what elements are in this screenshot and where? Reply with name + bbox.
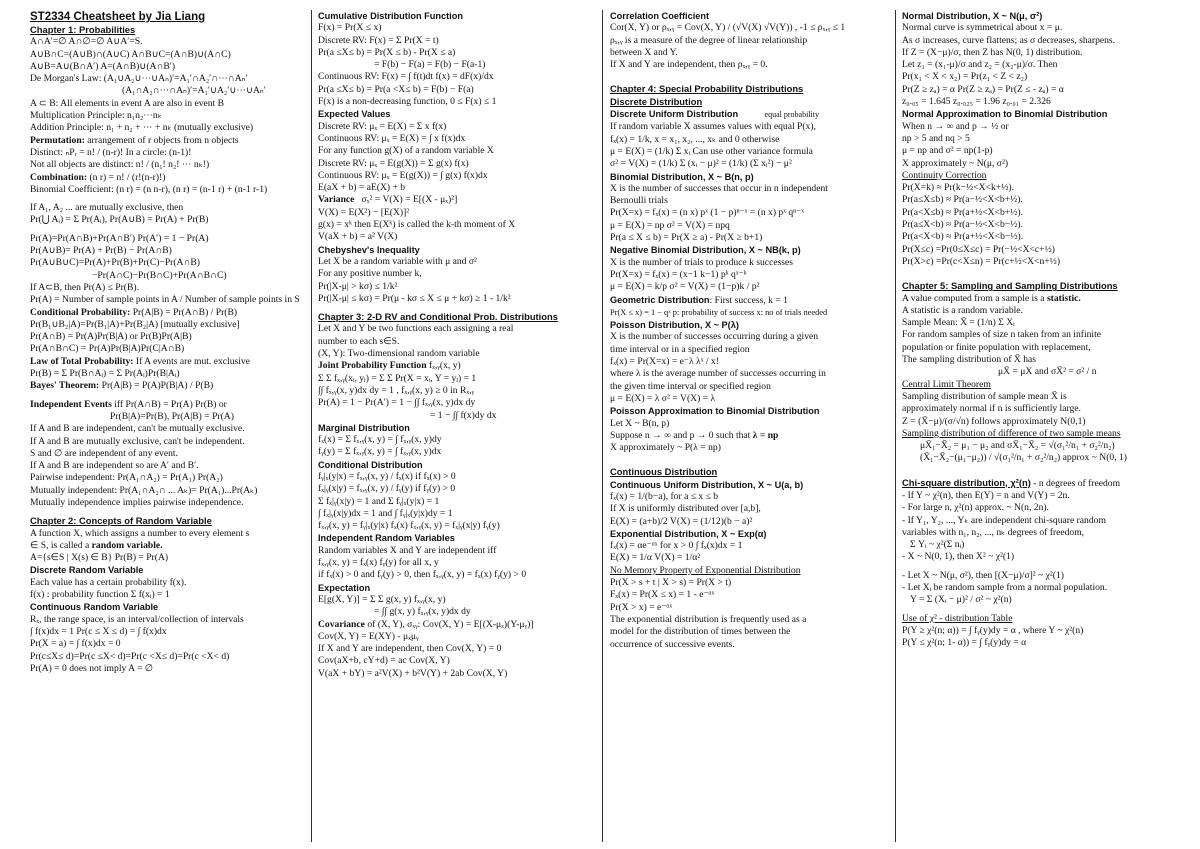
term-chi-square: Chi-square distribution, χ²(n) [902,476,1031,488]
section-heading: Normal Distribution, X ~ N(μ, σ²) [902,11,1043,21]
term-text: iff Pr(A∩B) = Pr(A) Pr(B) or [114,398,227,410]
formula-line: Pr(A∩B) = Pr(A)Pr(B|A) or Pr(B)Pr(A|B) [30,331,192,343]
formula-line: Y = Σ (Xᵢ − μ)² / σ² ~ χ²(n) [910,594,1012,606]
formula-line: If random variable X assumes values with equal P(x), [610,121,816,133]
column-3 [606,10,896,842]
term-statistic: statistic. [1046,292,1081,304]
formula-line: Z = (X̄−μ)/(σ/√n) follows approximately N(0,1) [902,415,1086,427]
formula-line: μ = E(X) = np σ² = V(X) = npq [610,219,730,231]
section-heading: Binomial Distribution, X ~ B(n, p) [610,171,754,182]
formula-line: = F(b) − F(a) = F(b) − F(a-1) [374,59,486,71]
formula-line: μ = E(X) = (1/k) Σ xᵢ Can use other variance formula [610,145,813,157]
formula-line: E(X) = (a+b)/2 V(X) = (1/12)(b − a)² [610,515,753,527]
formula-line: fₓ(x) = Σ fₓ,ᵧ(x, y) = ∫ fₓ,ᵧ(x, y)dy [318,434,442,446]
formula-line: Pr(A) = 0 does not imply A = ∅ [30,662,154,674]
formula-line: = 1 − ∫∫ f(x)dy dx [430,409,497,421]
formula-line: Let X and Y be two functions each assigning a real [318,323,514,335]
formula-line: Normal curve is symmetrical about x = μ. [902,22,1063,34]
formula-line: Pr(a<X≤b) ≈ Pr(a+½<X<b+½). [902,206,1023,218]
column-2 [314,10,600,842]
section-heading: Discrete Random Variable [30,565,144,576]
formula-line: μ = E(X) = k/p σ² = V(X) = (1−p)k / p² [610,281,760,293]
formula-line: Mutually independence implies pairwise independence. [30,496,244,508]
formula-line: Discrete RV: F(x) = Σ Pr(X = t) [318,34,439,46]
formula-line: Let X be a random variable with μ and σ² [318,255,477,267]
formula-line [30,307,308,319]
formula-line: Continuous RV: μₓ = E(X) = ∫ x f(x)dx [318,132,466,144]
term-text: σₓ² = V(X) = E[(X - μₓ)²] [361,194,458,206]
formula-line: Pr(a ≤X≤ b) = Pr(a <X≤ b) = F(b) − F(a) [318,83,474,95]
formula-line: X approximately ~ N(μ, σ²) [902,157,1009,169]
formula-line: f(x) : probability function Σ f(xᵢ) = 1 [30,589,170,601]
formula-line [902,477,1184,490]
column-divider [602,10,603,842]
formula-line [30,380,308,392]
formula-line: σ² = V(X) = (1/k) Σ (xᵢ − μ)² = (1/k) (Σ xᵢ²) − μ² [610,158,792,170]
term-covariance: Covariance [318,618,365,630]
formula-line: - For large n, χ²(n) approx. ~ N(n, 2n). [902,502,1049,514]
term-text: fₓ,ᵧ(x, y) [428,360,461,372]
formula-line: - If Y ~ χ²(n), then E(Y) = n and V(Y) = 2n. [902,489,1070,501]
formula-line: V(aX + bY) = a²V(X) + b²V(Y) + 2ab Cov(X, Y) [318,667,508,679]
formula-line: A={s∈S | X(s) ∈ B} Pr(B) = Pr(A) [30,552,169,564]
term-conditional-probability: Conditional Probability: [30,306,131,318]
formula-line: Continuous RV: μₓ = E(g(X)) = ∫ g(x) f(x)dx [318,169,488,181]
formula-line: Let z₁ = (x₁-μ)/σ and z₂ = (x₂-μ)/σ. Then [902,59,1058,71]
formula-line: Sample Mean: X̄ = (1/n) Σ Xᵢ [902,317,1015,329]
formula-line: fₓ(x) = Pr(X=x) = e⁻λ λˣ / x! [610,356,719,368]
term-law-total-probability: Law of Total Probability: [30,355,134,367]
term-discrete-uniform: Discrete Uniform Distribution [610,109,739,120]
chapter-1-heading: Chapter 1: Probabilities [30,24,136,35]
formula-line: A∪B=A∪(B∩A′) A=(A∩B)∪(A∩B′) [30,60,176,72]
term-text: Suppose n → ∞ and p → 0 such that [610,429,751,441]
formula-line: A∪B∩C=(A∪B)∩(A∪C) A∩B∪C=(A∩B)∪(A∩C) [30,48,231,60]
section-heading: Poisson Distribution, X ~ P(λ) [610,320,739,331]
formula-line [30,540,308,552]
formula-line: As σ increases, curve flattens; as σ decreases, sharpens. [902,34,1116,46]
formula-line: Pr(⋃ Aᵢ) = Σ Pr(Aᵢ), Pr(A∪B) = Pr(A) + Pr(B) [30,214,209,226]
term-text: If A events are mut. exclusive [135,355,250,367]
formula-line: F(x) is a non-decreasing function, 0 ≤ F(x) ≤ 1 [318,96,497,108]
formula-line: ρₓ,ᵧ is a measure of the degree of linear relationship [610,34,808,46]
formula-line: Pr(|X-μ| ≤ kσ) = Pr(μ - kσ ≤ X ≤ μ + kσ) ≥ 1 - 1/k² [318,292,511,304]
section-heading: Independent Random Variables [318,533,455,544]
section-heading: Normal Approximation to Binomial Distribution [902,109,1108,120]
term-text: ∈ S, is called a [30,539,90,551]
formula-line: the given time interval or specified region [610,380,771,392]
formula-line: De Morgan's Law: (A₁∪A₂∪⋯∪Aₙ)′=A₁′∩A₂′∩⋯∩Aₙ′ [30,73,248,85]
formula-line: If X is uniformly distributed over [a,b], [610,503,761,515]
formula-line: Random variables X and Y are independent iff [318,544,497,556]
formula-line: If A⊂B, then Pr(A) ≤ Pr(B). [30,281,139,293]
formula-line: Each value has a certain probability f(x). [30,576,187,588]
sheet-title: ST2334 Cheatsheet by Jia Liang [30,11,206,23]
formula-line: If Z = (X−μ)/σ, then Z has N(0, 1) distribution. [902,46,1083,58]
formula-line: Pr(X=x) = fₓ(x) = (n x) pˣ (1 − p)ⁿ⁻ˣ = (n x) pˣ qⁿ⁻ˣ [610,207,805,219]
section-heading: Discrete Distribution [610,95,703,107]
formula-line [30,399,308,411]
formula-line [610,108,892,121]
term-independent-events: Independent Events [30,398,112,410]
formula-line: Pairwise independent: Pr(A₁∩A₂) = Pr(A₁) Pr(A₂) [30,472,223,484]
formula-line: ∫∫ fₓ,ᵧ(x, y)dx dy = 1 , fₓ,ᵧ(x, y) ≥ 0 in Rₓ,ᵧ [318,384,475,396]
formula-line: V(X) = E(X²) − [E(X)]² [318,206,410,218]
formula-line: occurrence of successive events. [610,638,735,650]
section-heading: Expectation [318,582,371,593]
formula-line: Pr(X=x) = fₓ(x) = (x−1 k−1) pᵏ qˣ⁻ᵏ [610,268,747,280]
formula-line: Σ Yᵢ ~ χ²(Σ nᵢ) [910,539,965,551]
formula-line: Σ Σ fₓ,ᵧ(xᵢ, yⱼ) = Σ Σ Pr(X = xᵢ, Y = yⱼ) = 1 [318,372,477,384]
formula-line: Pr(a ≤X≤ b) = Pr(X ≤ b) - Pr(X ≤ a) [318,46,456,58]
formula-line: between X and Y. [610,46,678,58]
formula-line [318,194,596,206]
section-heading: Continuous Distribution [610,466,718,478]
formula-line: Pr(B₁∪B₂|A)=Pr(B₁|A)+Pr(B₂|A) [mutually exclusive] [30,318,240,330]
formula-line: Fₓ(x) = Pr(X ≤ x) = 1 - e⁻ᵅˣ [610,589,715,601]
formula-line [318,619,596,631]
formula-line: Bernoulli trials [610,195,668,207]
formula-line: Continuity Correction [902,169,987,181]
formula-line: Binomial Coefficient: (n r) = (n n-r), (n r) = (n-1 r) + (n-1 r-1) [30,183,268,195]
formula-line [318,360,596,372]
formula-line: Σ fₓ|ᵧ(x|y) = 1 and Σ fᵧ|ₓ(y|x) = 1 [318,495,440,507]
term-text: arrangement of r objects from n objects [87,134,239,146]
formula-line [30,135,308,147]
formula-line: A ⊂ B: All elements in event A are also in event B [30,97,225,109]
formula-line: If X and Y are independent, then Cov(X, Y) = 0 [318,643,502,655]
term-text: : First success, k = 1 [709,294,788,306]
formula-line: (A₁∩A₂∩⋯∩Aₙ)′=A₁′∪A₂′∪⋯∪Aₙ′ [122,85,266,97]
formula-line: μX̄₁−X̄₂ = μ₁ − μ₂ and σX̄₁−X̄₂ = √(σ₁²/n₁ + σ₂²/n₂) [920,440,1115,452]
formula-line: Pr(B) = Σ Pr(B∩Aᵢ) = Σ Pr(Aᵢ)Pr(B|Aᵢ) [30,368,180,380]
formula-line: Distinct: ₙPᵣ = n! / (n-r)! In a circle: (n-1)! [30,146,192,158]
formula-line: Sampling distribution of difference of two sample means [902,427,1121,439]
term-text: A value computed from a sample is a [902,292,1045,304]
term-text: of (X, Y), σₓᵧ: Cov(X, Y) = E[(X-μₓ)(Y-μᵧ)] [367,618,534,630]
formula-line [610,430,892,442]
term-note: equal probability [764,110,819,120]
formula-line: where λ is the average number of successes occurring in [610,368,826,380]
formula-line: - X ~ N(0, 1), then X² ~ χ²(1) [902,551,1015,563]
formula-line: fᵧ|ₓ(y|x) = fₓ,ᵧ(x, y) / fₓ(x) if fₓ(x) > 0 [318,470,456,482]
section-heading: Expected Values [318,109,391,120]
formula-line: −Pr(A∩C)−Pr(B∩C)+Pr(A∩B∩C) [92,269,227,281]
formula-line: Addition Principle: n₁ + n₂ + ⋯ + nₖ (mutually exclusive) [30,122,254,134]
formula-line: E[g(X, Y)] = Σ Σ g(x, y) fₓ,ᵧ(x, y) [318,593,446,605]
formula-line: Pr(Z ≥ zₐ) = α Pr(Z ≥ zₐ) = Pr(Z ≤ - zₐ) = α [902,83,1064,95]
formula-line: fₓ|ᵧ(x|y) = fₓ,ᵧ(x, y) / fᵧ(y) if fᵧ(y) > 0 [318,483,456,495]
formula-line: X is the number of trials to produce k successes [610,256,794,268]
formula-line: Pr(X ≤ x) = 1 − qˣ p: probability of success x: no of trials needed [610,307,828,317]
formula-line: A statistic is a random variable. [902,304,1023,316]
formula-line: μ = E(X) = λ σ² = V(X) = λ [610,392,716,404]
section-heading: Correlation Coefficient [610,11,710,21]
formula-line: time interval or in a specified region [610,343,750,355]
formula-line: V(aX + b) = a² V(X) [318,231,398,243]
formula-line: Pr(X = a) = ∫ f(x)dx = 0 [30,638,121,650]
formula-line: - If Y₁, Y₂, ..., Yₖ are independent chi-square random [902,514,1106,526]
formula-line: - Let Xᵢ be random sample from a normal population. [902,582,1108,594]
formula-line: fᵧ(y) = Σ fₓ,ᵧ(x, y) = ∫ fₓ,ᵧ(x, y)dx [318,446,442,458]
formula-line [610,294,892,307]
section-heading: Marginal Distribution [318,422,410,433]
formula-line: (X, Y): Two-dimensional random variable [318,348,480,360]
formula-line: Pr(A∩B∩C) = Pr(A)Pr(B|A)Pr(C|A∩B) [30,343,185,355]
formula-line: - Let X ~ N(μ, σ²), then [(X−μ)/σ]² ~ χ²(1) [902,569,1064,581]
formula-line: X is the number of successes that occur in n independent [610,182,828,194]
formula-line: μX̄ = μX and σX̄² = σ² / n [998,366,1097,378]
formula-line: if fₓ(x) > 0 and fᵧ(y) > 0, then fₓ,ᵧ(x, y) = fₓ(x) fᵧ(y) > 0 [318,569,527,581]
formula-line: fₓ(x) = 1/k, x = x₁, x₂, ..., xₖ and 0 otherwise [610,133,780,145]
formula-line: Pr(X=k) ≈ Pr(k−½<X<k+½). [902,182,1014,194]
formula-line: The exponential distribution is frequently used as a [610,613,807,625]
formula-line: Rₓ, the range space, is an interval/collection of intervals [30,613,244,625]
term-text: - n degrees of freedom [1033,477,1121,489]
formula-line: Cor(X, Y) or ρₓ,ᵧ = Cov(X, Y) / (√V(X) √V(Y)) , -1 ≤ ρₓ,ᵧ ≤ 1 [610,22,846,34]
formula-line: Central Limit Theorem [902,378,991,390]
term-variance: Variance [318,194,355,206]
formula-line: Not all objects are distinct: n! / (n₁! n₂! ⋯ nₖ!) [30,159,210,171]
term-geometric: Geometric Distribution [610,294,710,305]
formula-line [30,172,308,184]
formula-line: number to each s∈S. [318,335,400,347]
formula-line: population or finite population with replacement, [902,341,1091,353]
formula-line: variables with n₁, n₂, ..., nₖ degrees of freedom, [902,526,1085,538]
section-heading: Conditional Distribution [318,459,423,470]
formula-line: Discrete RV: μₓ = E(X) = Σ x f(x) [318,120,447,132]
formula-line: If A and B are mutually exclusive, can't be independent. [30,435,245,447]
formula-line: Pr(X > s + t | X > s) = Pr(X > t) [610,577,732,589]
formula-line: Let X ~ B(n, p) [610,417,670,429]
formula-line: Cov(aX+b, cY+d) = ac Cov(X, Y) [318,655,450,667]
term-text: Pr(A|B) = Pr(A∩B) / Pr(B) [132,306,238,318]
formula-line: model for the distribution of times between the [610,626,791,638]
formula-line: Pr(a≤X<b) ≈ Pr(a−½<X<b−½). [902,219,1023,231]
formula-line: g(x) = xᵏ then E(Xᵏ) is called the k-th moment of X [318,219,516,231]
formula-line: Continuous RV: F(x) = ∫ f(t)dt f(x) = dF(x)/dx [318,71,494,83]
term-joint-probability: Joint Probability Function [318,360,427,372]
formula-line: X is the number of successes occurring during a given [610,331,819,343]
formula-line: approximately normal if n is sufficiently large. [902,403,1081,415]
section-heading: Continuous Random Variable [30,602,159,613]
formula-line: Pr(x₁ < X < x₂) = Pr(z₁ < Z < z₂) [902,71,1028,83]
formula-line: Cov(X, Y) = E(XY) - μₓμᵧ [318,630,419,642]
chapter-4-heading: Chapter 4: Special Probability Distributions [610,83,804,95]
formula-line: Pr(a≤X≤b) ≈ Pr(a−½<X<b+½). [902,194,1023,206]
formula-line: Pr(X>c) =Pr(c<X≤n) = Pr(c+½<X<n+½) [902,255,1061,267]
formula-line: F(x) = Pr(X ≤ x) [318,22,382,34]
formula-line: fₓ(x) = αe⁻ᵅˣ for x > 0 ∫ fₓ(x)dx = 1 [610,540,743,552]
formula-line: No Memory Property of Exponential Distribution [610,564,801,576]
term-text: (n r) = n! / (r!(n-r)!) [89,171,166,183]
formula-line: Pr(a<X<b) ≈ Pr(a+½<X<b−½). [902,231,1024,243]
section-heading: Continuous Uniform Distribution, X ~ U(a, b) [610,479,804,490]
formula-line: If A and B are independent so are A′ and B′. [30,460,199,472]
formula-line: np > 5 and nq > 5 [902,132,970,144]
formula-line: Pr(c≤X≤ d)=Pr(c ≤X< d)=Pr(c <X≤ d)=Pr(c <X< d) [30,650,230,662]
term-text: Pr(A|B) = P(A)P(B|A) / P(B) [101,380,214,392]
formula-line: Pr(A∪B)= Pr(A) + Pr(B) − Pr(A∩B) [30,245,172,257]
formula-line: Pr(a ≤ X ≤ b) = Pr(X ≥ a) - Pr(X ≥ b+1) [610,232,763,244]
formula-line: Pr(X > x) = e⁻ᵅˣ [610,601,673,613]
formula-line: z₀.₀₅ = 1.645 z₀.₀₂₅ = 1.96 z₀.₀₁ = 2.326 [902,96,1051,108]
formula-line [30,356,308,368]
formula-line: For random samples of size n taken from an infinite [902,329,1102,341]
formula-line: If X and Y are independent, then ρₓ,ᵧ = 0. [610,59,768,71]
formula-line: Pr(A) = Number of sample points in A / Number of sample points in S [30,294,300,306]
formula-line: = ∫∫ g(x, y) fₓ,ᵧ(x, y)dx dy [374,606,471,618]
formula-line: P(Y ≥ χ²(n; α)) = ∫ fᵧ(y)dy = α , where Y ~ χ²(n) [902,624,1084,636]
formula-line: Pr(B|A)=Pr(B), Pr(A|B) = Pr(A) [110,410,234,422]
term-bayes-theorem: Bayes' Theorem: [30,380,100,392]
formula-line: Pr(A∪B∪C)=Pr(A)+Pr(B)+Pr(C)−Pr(A∩B) [30,257,200,269]
formula-line: (X̄₁−X̄₂−(μ₁−μ₂)) / √(σ₁²/n₁ + σ₂²/n₂) approx ~ N(0, 1) [920,452,1127,464]
section-heading: Cumulative Distribution Function [318,11,463,21]
column-4 [898,10,1188,842]
formula-line: If A₁, A₂ ... are mutually exclusive, then [30,202,184,214]
section-heading: Negative Binomial Distribution, X ~ NB(k, p) [610,245,801,256]
formula-line: P(Y ≤ χ²(n; 1- α)) = ∫ fᵧ(y)dy = α [902,637,1027,649]
section-heading: Exponential Distribution, X ~ Exp(α) [610,528,767,539]
term-permutation: Permutation: [30,134,85,146]
formula-line: Pr(|X-μ| > kσ) ≤ 1/k² [318,280,398,292]
formula-line: Mutually independent: Pr(A₁∩A₂∩ ... Aₖ)= Pr(A₁)...Pr(Aₖ) [30,484,258,496]
formula-line: When n → ∞ and p → ½ or [902,120,1009,132]
formula-line: X approximately ~ P(λ = np) [610,442,721,454]
formula-line: If A and B are independent, can't be mutually exclusive. [30,423,245,435]
section-heading: Chebyshev's Inequality [318,244,420,255]
formula-line: fₓ,ᵧ(x, y) = fₓ(x) fᵧ(y) for all x, y [318,557,439,569]
chapter-3-heading: Chapter 3: 2-D RV and Conditional Prob. Distributions [318,311,558,323]
term-random-variable: random variable. [91,539,163,551]
formula-line: A∩A′=∅ A∩∅=∅ A∪A′=S. [30,36,143,48]
formula-line: Pr(A)=Pr(A∩B)+Pr(A∩B′) Pr(A′) = 1 − Pr(A) [30,232,209,244]
formula-line: fₓ,ᵧ(x, y) = fᵧ|ₓ(y|x) fₓ(x) fₓ,ᵧ(x, y) = fₓ|ᵧ(x|y) fᵧ(y) [318,520,500,532]
formula-line: μ = np and σ² = np(1-p) [902,145,993,157]
formula-line: Pr(X≤c) =Pr(0≤X≤c) = Pr(−½<X<c+½) [902,243,1055,255]
formula-line: Use of χ² - distribution Table [902,612,1013,624]
formula-line: S and ∅ are independent of any event. [30,447,178,459]
formula-line: For any function g(X) of a random variable X [318,145,494,157]
chapter-2-heading: Chapter 2: Concepts of Random Variable [30,515,212,527]
formula-line: E(X) = 1/α V(X) = 1/α² [610,552,701,564]
chapter-5-heading: Chapter 5: Sampling and Sampling Distributions [902,280,1118,292]
formula-line: E(aX + b) = aE(X) + b [318,182,406,194]
formula-line: Multiplication Principle: n₁n₂⋯nₖ [30,110,162,122]
formula-line: For any positive number k, [318,268,422,280]
formula-line: Pr(A) = 1 − Pr(A′) = 1 − ∫∫ fₓ,ᵧ(x, y)dx dy [318,397,476,409]
section-heading: Poisson Approximation to Binomial Distribution [610,406,820,417]
formula-line: fₓ(x) = 1/(b−a), for a ≤ x ≤ b [610,490,719,502]
formula-line: The sampling distribution of X̄ has [902,354,1037,366]
term-lambda: λ = np [752,429,779,441]
formula-line: Sampling distribution of sample mean X̄ is [902,390,1067,402]
formula-line: Discrete RV: μₓ = E(g(X)) = Σ g(x) f(x) [318,157,469,169]
term-combination: Combination: [30,171,88,183]
column-1 [26,10,312,842]
formula-line: ∫ fₓ|ᵧ(x|y)dx = 1 and ∫ fᵧ|ₓ(y|x)dy = 1 [318,507,453,519]
formula-line [902,293,1184,305]
formula-line: ∫ f(x)dx = 1 Pr(c ≤ X ≤ d) = ∫ f(x)dx [30,625,167,637]
formula-line: A function X, which assigns a number to every element s [30,527,250,539]
